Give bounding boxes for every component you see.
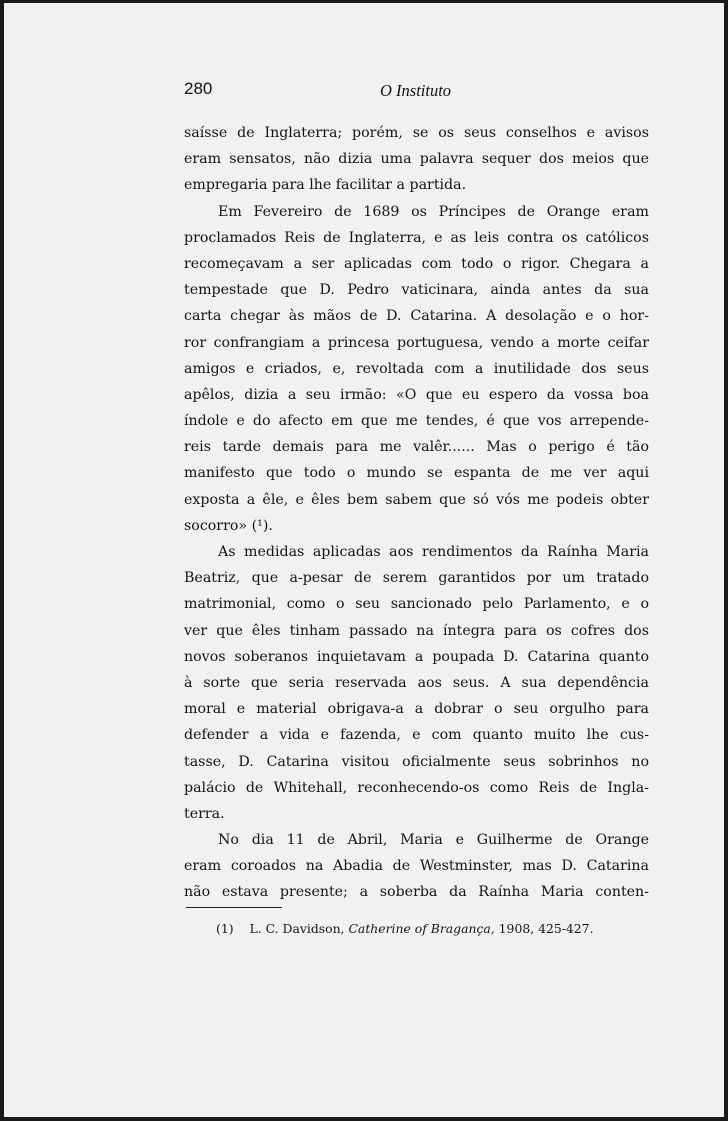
footnote-title: Catherine of Bragança, bbox=[348, 921, 495, 936]
text-line: saísse de Inglaterra; porém, se os seus conselhos e avisos bbox=[184, 125, 649, 141]
text-line: manifesto que todo o mundo se espanta de me ver aqui bbox=[184, 465, 649, 482]
text-line: novos soberanos inquietavam a poupada D. Catarina quanto bbox=[184, 648, 649, 665]
text-line: Beatriz, que a-pesar de serem garantidos por um tratado bbox=[184, 570, 649, 587]
text-line: apêlos, dizia a seu irmão: «O que eu espero da vossa boa bbox=[184, 386, 649, 403]
body-text bbox=[184, 120, 649, 906]
text-line: terra. bbox=[184, 805, 225, 822]
text-line: recomeçavam a ser aplicadas com todo o rigor. Chegara a bbox=[184, 255, 649, 272]
footnote-rule bbox=[186, 907, 282, 908]
text-line: exposta a êle, e êles bem sabem que só vós me podeis obter bbox=[184, 491, 649, 508]
text-line: à sorte que seria reservada aos seus. A sua dependência bbox=[184, 674, 649, 691]
text-line: No dia 11 de Abril, Maria e Guilherme de Orange bbox=[218, 832, 649, 849]
text-line: proclamados Reis de Inglaterra, e as leis contra os católicos bbox=[184, 229, 649, 246]
footnote bbox=[216, 921, 594, 936]
text-line: carta chegar às mãos de D. Catarina. A desolação e o hor- bbox=[184, 308, 649, 325]
text-line: defender a vida e fazenda, e com quanto muito lhe cus- bbox=[184, 727, 649, 744]
text-line: tempestade que D. Pedro vaticinara, ainda antes da sua bbox=[184, 282, 649, 299]
page-number: 280 bbox=[184, 79, 213, 98]
text-line: eram coroados na Abadia de Westminster, mas D. Catarina bbox=[184, 858, 649, 875]
text-line: não estava presente; a soberba da Raínha Maria conten- bbox=[184, 884, 649, 901]
text-line: eram sensatos, não dizia uma palavra sequer dos meios que bbox=[184, 151, 649, 168]
text-line: moral e material obrigava-a a dobrar o seu orgulho para bbox=[184, 701, 649, 718]
text-line: reis tarde demais para me valêr...... Mas o perigo é tão bbox=[184, 439, 649, 456]
text-line: palácio de Whitehall, reconhecendo-os como Reis de Ingla- bbox=[184, 779, 649, 796]
text-line: socorro» (¹). bbox=[184, 517, 273, 534]
text-line: Em Fevereiro de 1689 os Príncipes de Orange eram bbox=[218, 203, 649, 220]
book-page bbox=[4, 3, 724, 1117]
running-title: O Instituto bbox=[380, 81, 452, 100]
text-line: ver que êles tinham passado na íntegra para os cofres dos bbox=[184, 622, 649, 639]
footnote-details: 1908, 425-427. bbox=[498, 921, 594, 936]
text-line: matrimonial, como o seu sancionado pelo Parlamento, e o bbox=[184, 596, 649, 613]
text-line: amigos e criados, e, revoltada com a inutilidade dos seus bbox=[184, 360, 649, 377]
text-line: ror confrangiam a princesa portuguesa, vendo a morte ceifar bbox=[184, 334, 649, 351]
footnote-marker: (1) bbox=[216, 921, 234, 936]
footnote-author: L. C. Davidson, bbox=[249, 921, 345, 936]
text-line: empregaria para lhe facilitar a partida. bbox=[184, 177, 467, 194]
page-header bbox=[4, 79, 724, 107]
text-line: tasse, D. Catarina visitou oficialmente seus sobrinhos no bbox=[184, 753, 649, 770]
text-line: índole e do afecto em que me tendes, é que vos arrepende- bbox=[184, 413, 649, 430]
text-line: As medidas aplicadas aos rendimentos da Raínha Maria bbox=[218, 544, 649, 560]
